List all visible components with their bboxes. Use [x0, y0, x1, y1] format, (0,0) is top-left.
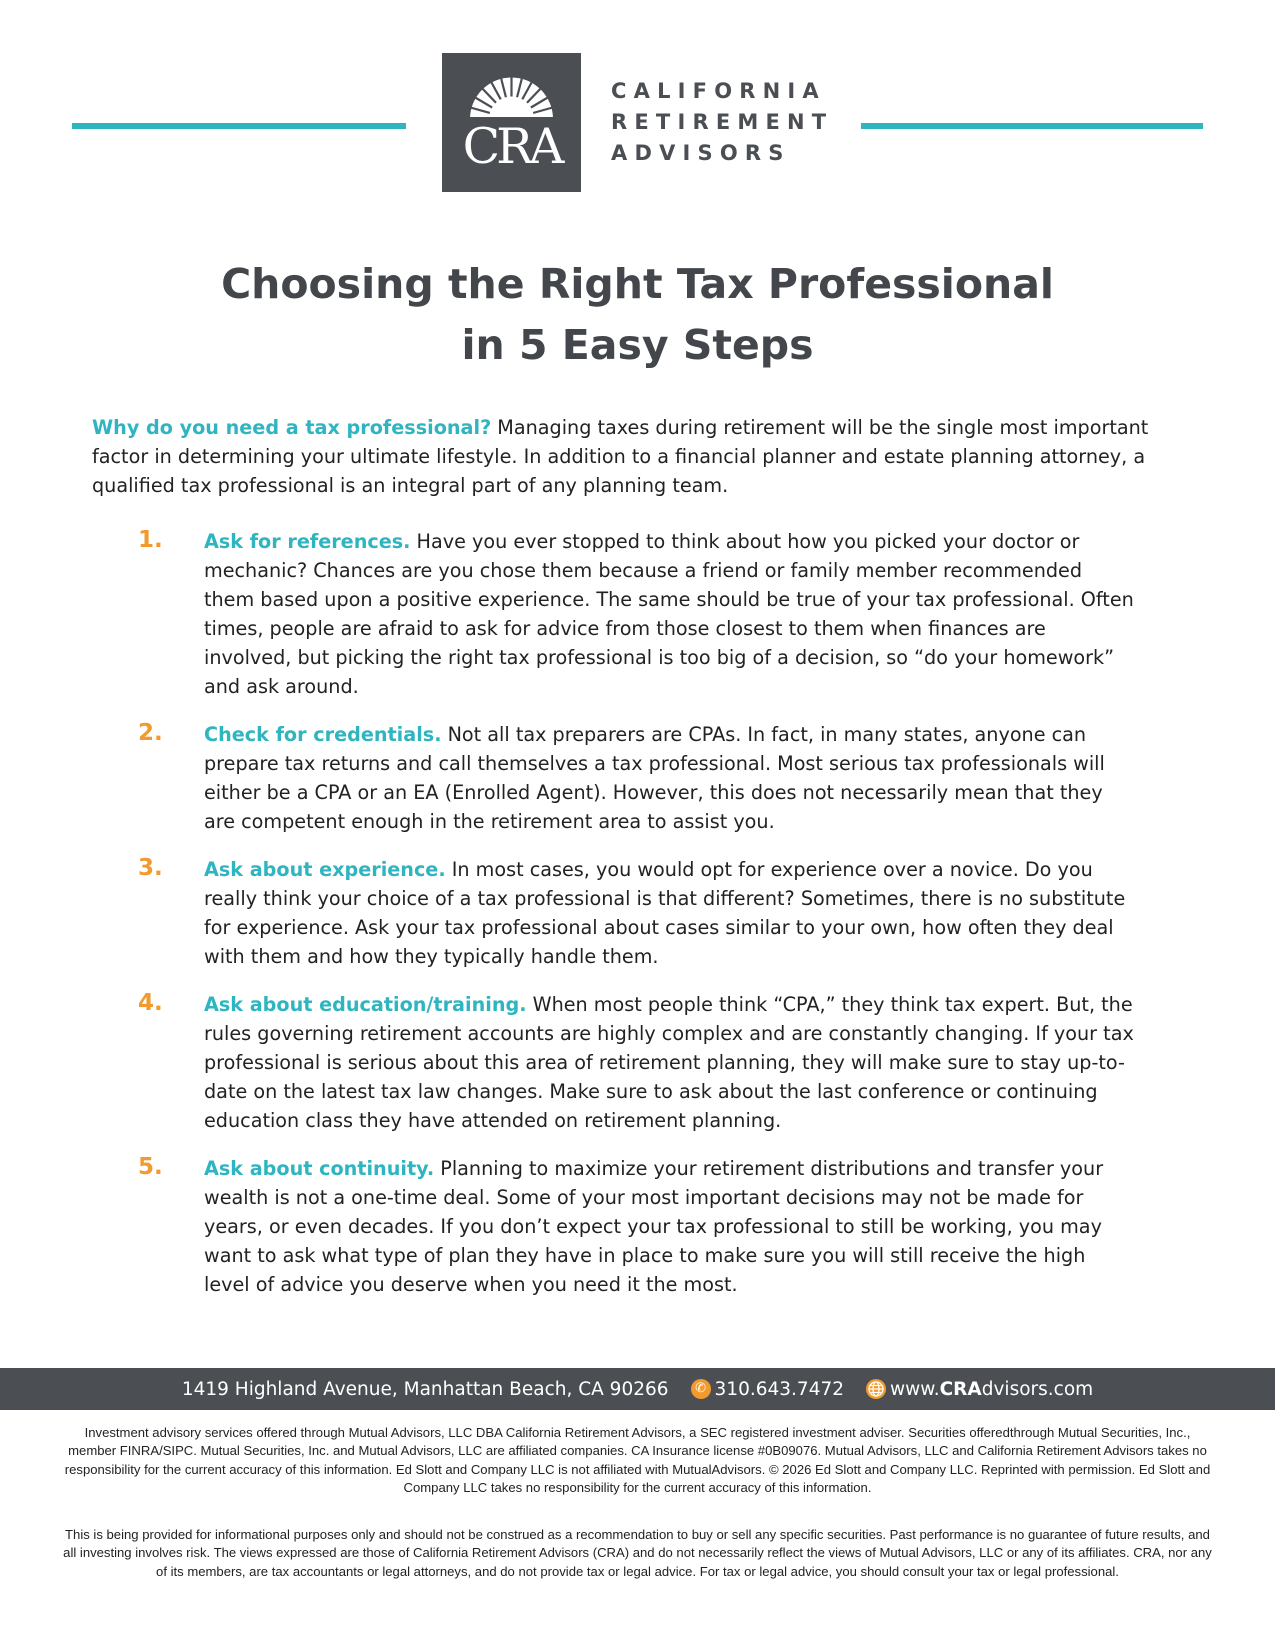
globe-icon	[866, 1379, 886, 1399]
step-body	[204, 527, 1134, 701]
footer-bar	[0, 1368, 1275, 1410]
step-number: 5.	[138, 1154, 163, 1180]
logo-text: CRA	[462, 118, 561, 175]
disclaimer-securities: Investment advisory services offered through Mutual Advisors, LLC DBA California Retirement Advisors, a SEC registered investment adviser. Securities offeredthrough Mutual Securities, Inc., member FINRA/SIPC. Mutual Securities, Inc. and Mutual Advisors, LLC are affiliated companies. CA Insurance license #0B09076. Mutual Advisors, LLC and California Retirement Advisors takes no responsibility for the current accuracy of this information. Ed Slott and Company LLC is not affiliated with MutualAdvisors. © 2026 Ed Slott and Company LLC. Reprinted with permission. Ed Slott and Company LLC takes no responsibility for the current accuracy of this information.	[64, 1425, 1211, 1495]
page-title-line: Choosing the Right Tax Professional	[221, 260, 1054, 308]
step-heading: Ask for references.	[204, 530, 411, 553]
company-name	[611, 76, 833, 169]
intro-text: Managing taxes during retirement will be the single most important factor in determining your ultimate lifestyle. In addition to a financial planner and estate planning attorney, a qualified tax professional is an integral part of any planning team.	[92, 416, 1149, 497]
step-number: 3.	[138, 855, 163, 881]
page-title-line: in 5 Easy Steps	[461, 321, 814, 369]
footer-website-suffix: dvisors.com	[981, 1378, 1094, 1400]
footer-website[interactable]	[890, 1379, 1093, 1400]
sunrise-icon	[462, 73, 561, 121]
step-heading: Ask about experience.	[204, 858, 446, 881]
footer-contact	[0, 1368, 1275, 1410]
step-heading: Ask about continuity.	[204, 1157, 435, 1180]
footer-address: 1419 Highland Avenue, Manhattan Beach, CA 90266	[181, 1378, 669, 1400]
step-heading: Check for credentials.	[204, 723, 442, 746]
step-number: 1.	[138, 527, 163, 553]
intro-lead: Why do you need a tax professional?	[92, 416, 492, 439]
step-text: Have you ever stopped to think about how you picked your doctor or mechanic? Chances are you chose them because a friend or family member recommended them based upon a positive experience. The same should be true of your tax professional. Often times, people are afraid to ask for advice from those closest to them when finances are involved, but picking the right tax professional is too big of a decision, so “do your homework” and ask around.	[204, 530, 1134, 698]
page-title	[0, 254, 1275, 376]
company-name-line: CALIFORNIA	[611, 79, 826, 103]
company-name-line: ADVISORS	[611, 141, 791, 165]
logo	[442, 53, 581, 192]
footer-website-prefix: www.	[890, 1378, 940, 1400]
company-name-line: RETIREMENT	[611, 110, 834, 134]
step-number: 2.	[138, 720, 163, 746]
disclaimer-informational: This is being provided for informational purposes only and should not be construed as a recommendation to buy or sell any specific securities. Past performance is no guarantee of future results, and all investing involves risk. The views expressed are those of California Retirement Advisors (CRA) and do not necessarily reflect the views of Mutual Advisors, LLC or any of its affiliates. CRA, nor any of its members, are tax accountants or legal attorneys, and do not provide tax or legal advice. For tax or legal advice, you should consult your tax or legal professional.	[63, 1527, 1212, 1579]
step-heading: Ask about education/training.	[204, 993, 527, 1016]
phone-icon: ✆	[691, 1379, 711, 1399]
step-body	[204, 855, 1134, 971]
step-text: Planning to maximize your retirement distributions and transfer your wealth is not a one-time deal. Some of your most important decisions may not be made for years, or even decades. If you don’t expect your tax professional to still be working, you may want to ask what type of plan they have in place to make sure you will still receive the high level of advice you deserve when you need it the most.	[204, 1157, 1104, 1296]
step-text: When most people think “CPA,” they think tax expert. But, the rules governing retirement accounts are highly complex and are constantly changing. If your tax professional is serious about this area of retirement planning, they will make sure to stay up-to-date on the latest tax law changes. Make sure to ask about the last conference or continuing education class they have attended on retirement planning.	[204, 993, 1134, 1132]
step-text: In most cases, you would opt for experience over a novice. Do you really think your choice of a tax professional is that different? Sometimes, there is no substitute for experience. Ask your tax professional about cases similar to your own, how often they deal with them and how they typically handle them.	[204, 858, 1126, 968]
intro-paragraph	[92, 413, 1192, 500]
step-text: Not all tax preparers are CPAs. In fact, in many states, anyone can prepare tax returns and call themselves a tax professional. Most serious tax professionals will either be a CPA or an EA (Enrolled Agent). However, this does not necessarily mean that they are competent enough in the retirement area to assist you.	[204, 723, 1105, 833]
footer-website-strong: CRA	[939, 1378, 982, 1400]
header-rule-right	[861, 123, 1203, 129]
step-body	[204, 720, 1134, 836]
footer-phone[interactable]: 310.643.7472	[714, 1378, 845, 1400]
header-rule-left	[72, 123, 406, 129]
step-body	[204, 1154, 1134, 1299]
step-body	[204, 990, 1134, 1135]
step-number: 4.	[138, 990, 163, 1016]
